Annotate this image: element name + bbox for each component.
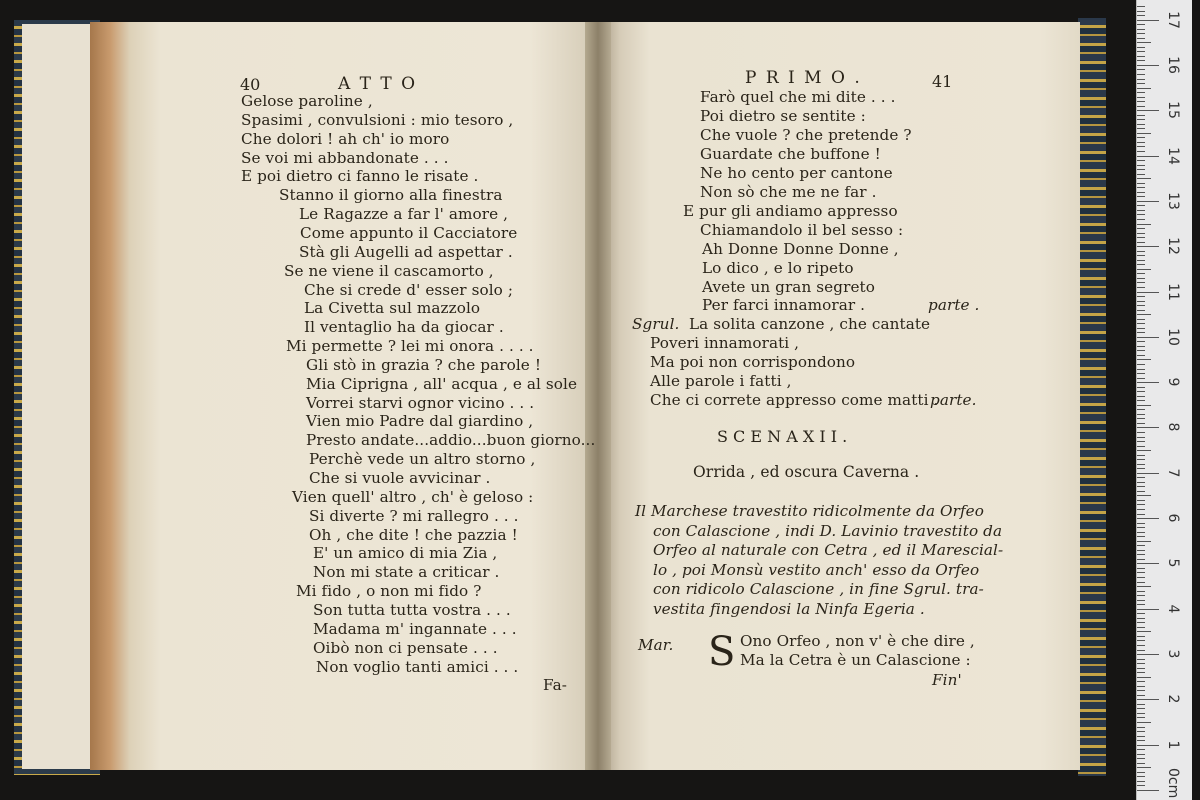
ruler-tick	[1137, 219, 1145, 220]
verse-line: Vorrei starvi ognor vicino . . .	[306, 393, 535, 412]
ruler-tick	[1137, 20, 1159, 21]
ruler-tick	[1137, 97, 1145, 98]
ruler-tick	[1137, 214, 1145, 215]
ruler-tick	[1137, 740, 1145, 741]
ruler-tick	[1137, 722, 1151, 723]
ruler-tick	[1137, 115, 1145, 116]
stage-direction-line: con Calascione , indi D. Lavinio travestito da	[653, 521, 1003, 540]
ruler-tick	[1137, 332, 1145, 333]
ruler-tick	[1137, 287, 1145, 288]
verse-line: Guardate che buffone !	[700, 144, 881, 163]
ruler-tick	[1137, 758, 1145, 759]
ruler-tick	[1137, 459, 1145, 460]
ruler-tick	[1137, 42, 1151, 43]
ruler-tick	[1137, 464, 1145, 465]
verse-line: Ah Donne Donne Donne ,	[702, 239, 899, 258]
ruler-tick	[1137, 717, 1145, 718]
ruler-tick	[1137, 600, 1145, 601]
ruler-number: 1	[1165, 740, 1181, 750]
speech-line: La solita canzone , che cantate	[689, 315, 931, 333]
ruler-tick	[1137, 373, 1145, 374]
ruler-tick	[1137, 47, 1145, 48]
ruler-number: 13	[1165, 191, 1181, 210]
ruler-tick	[1137, 350, 1145, 351]
ruler-tick	[1137, 301, 1145, 302]
ruler-tick	[1137, 514, 1145, 515]
ruler-tick	[1137, 482, 1145, 483]
ruler-tick	[1137, 187, 1145, 188]
left-running-head: A T T O	[338, 74, 418, 94]
ruler-tick	[1137, 278, 1145, 279]
ruler-tick	[1137, 713, 1145, 714]
ruler-tick	[1137, 418, 1145, 419]
verse-line: Gelose paroline ,	[241, 92, 373, 110]
ruler-tick	[1137, 586, 1151, 587]
verse-line: Che dolori ! ah ch' io moro	[241, 129, 450, 148]
ruler-tick	[1137, 273, 1145, 274]
ruler-tick	[1137, 604, 1145, 605]
ruler-tick	[1137, 736, 1145, 737]
ruler-tick	[1137, 6, 1145, 7]
ruler-tick	[1137, 337, 1159, 338]
ruler-tick	[1137, 663, 1145, 664]
ruler-tick	[1137, 591, 1145, 592]
ruler-number: 14	[1165, 146, 1181, 165]
ruler-tick	[1137, 69, 1145, 70]
ruler-tick	[1137, 387, 1145, 388]
ruler-tick	[1137, 450, 1151, 451]
ruler-tick	[1137, 106, 1145, 107]
ruler-tick	[1137, 749, 1145, 750]
ruler-tick	[1137, 446, 1145, 447]
ruler-tick	[1137, 409, 1145, 410]
ruler-tick	[1137, 491, 1145, 492]
ruler-tick	[1137, 654, 1159, 655]
ruler-tick	[1137, 582, 1145, 583]
ruler-tick	[1137, 224, 1151, 225]
ruler-tick	[1137, 754, 1145, 755]
ruler-tick	[1137, 699, 1159, 700]
verse-line: La Civetta sul mazzolo	[304, 299, 481, 318]
verse-line: Se voi mi abbandonate . . .	[241, 148, 449, 167]
ruler-tick	[1137, 572, 1145, 573]
book-cover-right	[1078, 18, 1106, 776]
ruler-tick	[1137, 364, 1145, 365]
ruler-tick	[1137, 124, 1145, 125]
ruler-tick	[1137, 437, 1145, 438]
ruler-tick	[1137, 15, 1145, 16]
ruler-tick	[1137, 545, 1145, 546]
stage-direction-line: lo , poi Monsù vestito anch' esso da Orfeo	[653, 560, 980, 579]
ruler-tick	[1137, 146, 1145, 147]
ruler-number: 0cm	[1165, 768, 1181, 799]
ruler-tick	[1137, 790, 1159, 791]
ruler-tick	[1137, 251, 1145, 252]
verse-line: Avete un gran segreto	[702, 277, 875, 296]
ruler-tick	[1137, 133, 1151, 134]
ruler-tick	[1137, 414, 1145, 415]
ruler-tick	[1137, 477, 1145, 478]
ruler-tick	[1137, 563, 1159, 564]
verse-line: Non sò che me ne far .	[700, 182, 877, 201]
ruler-number: 8	[1165, 422, 1181, 432]
verse-line: Vien quell' altro , ch' è geloso :	[292, 487, 534, 506]
ruler-number: 16	[1165, 55, 1181, 74]
ruler-tick	[1137, 554, 1145, 555]
scene-title: S C E N A X I I .	[717, 427, 848, 446]
verse-line: Che vuole ? che pretende ?	[700, 125, 912, 144]
ruler-tick	[1137, 323, 1145, 324]
ruler-tick	[1137, 781, 1145, 782]
ruler-number: 5	[1165, 558, 1181, 568]
ruler-tick	[1137, 314, 1151, 315]
ruler-tick	[1137, 427, 1159, 428]
speaker-mar: Mar.	[638, 636, 674, 654]
ruler-tick	[1137, 727, 1145, 728]
ruler-tick	[1137, 246, 1159, 247]
verse-line: Madama m' ingannate . . .	[313, 619, 517, 638]
ruler-tick	[1137, 405, 1151, 406]
ruler-tick	[1137, 636, 1145, 637]
ruler-tick	[1137, 645, 1145, 646]
ruler-tick	[1137, 400, 1145, 401]
ruler-tick	[1137, 541, 1151, 542]
ruler-number: 3	[1165, 649, 1181, 659]
ruler-number: 15	[1165, 101, 1181, 120]
ruler-tick	[1137, 650, 1145, 651]
verse-line: Farò quel che mi dite . . .	[700, 88, 896, 106]
ruler-tick	[1137, 92, 1145, 93]
stage-direction-line: con ridicolo Calascione , in fine Sgrul. tra-	[653, 580, 984, 598]
ruler-tick	[1137, 677, 1151, 678]
ruler-tick	[1137, 174, 1145, 175]
ruler-number: 9	[1165, 377, 1181, 387]
speech-line: Che ci correte appresso come matti .	[650, 391, 939, 409]
ruler-tick	[1137, 88, 1151, 89]
stage-direction-line: Il Marchese travestito ridicolmente da Orfeo	[635, 502, 985, 520]
ruler-tick	[1137, 101, 1145, 102]
verse-line: Chiamandolo il bel sesso :	[700, 220, 904, 239]
verse-line: Come appunto il Cacciatore	[300, 223, 518, 242]
ruler-tick	[1137, 468, 1145, 469]
ruler-number: 7	[1165, 468, 1181, 478]
ruler-tick	[1137, 609, 1159, 610]
ruler-tick	[1137, 165, 1145, 166]
ruler-tick	[1137, 24, 1145, 25]
speech-line: Ma la Cetra è un Calascione :	[740, 651, 971, 669]
ruler-tick	[1137, 659, 1145, 660]
speech-line: Poveri innamorati ,	[650, 334, 800, 352]
ruler-tick	[1137, 255, 1145, 256]
verse-line: Non voglio tanti amici . . .	[316, 657, 519, 676]
ruler-tick	[1137, 205, 1145, 206]
ruler-tick	[1137, 29, 1145, 30]
ruler-tick	[1137, 160, 1145, 161]
ruler-tick	[1137, 119, 1145, 120]
ruler-tick	[1137, 785, 1145, 786]
ruler-tick	[1137, 65, 1159, 66]
ruler-tick	[1137, 708, 1145, 709]
ruler-tick	[1137, 681, 1145, 682]
verse-line: Mia Ciprigna , all' acqua , e al sole	[306, 374, 578, 393]
ruler-tick	[1137, 500, 1145, 501]
ruler-tick	[1137, 509, 1145, 510]
right-page-number: 41	[932, 72, 953, 91]
ruler-tick	[1137, 527, 1145, 528]
ruler-tick	[1137, 292, 1159, 293]
verse-line: Mi fido , o non mi fido ?	[296, 582, 482, 601]
ruler-tick	[1137, 536, 1145, 537]
ruler-tick	[1137, 201, 1159, 202]
ruler-tick	[1137, 11, 1145, 12]
ruler-tick	[1137, 328, 1145, 329]
ruler-tick	[1137, 772, 1145, 773]
ruler-tick	[1137, 550, 1145, 551]
ruler-tick	[1137, 237, 1145, 238]
ruler-tick	[1137, 60, 1145, 61]
ruler-tick	[1137, 532, 1145, 533]
exit-direction-1: parte .	[928, 296, 980, 314]
verse-line: Che si crede d' esser solo ;	[304, 280, 514, 299]
ruler-tick	[1137, 169, 1145, 170]
ruler-tick	[1137, 622, 1145, 623]
ruler-tick	[1137, 83, 1145, 84]
ruler-tick	[1137, 137, 1145, 138]
ruler-tick	[1137, 518, 1159, 519]
ruler-tick	[1137, 305, 1145, 306]
verse-line: Spasimi , convulsioni : mio tesoro ,	[241, 110, 514, 129]
ruler-tick	[1137, 51, 1145, 52]
verse-line: Ne ho cento per cantone	[700, 163, 893, 182]
ruler-tick	[1137, 233, 1145, 234]
ruler-tick	[1137, 745, 1159, 746]
ruler-tick	[1137, 269, 1151, 270]
ruler-tick	[1137, 110, 1159, 111]
verse-line: Stanno il giorno alla finestra	[279, 186, 503, 205]
speech-line: Ono Orfeo , non v' è che dire ,	[740, 632, 975, 650]
ruler-tick	[1137, 178, 1151, 179]
ruler-tick	[1137, 346, 1145, 347]
ruler-tick	[1137, 355, 1145, 356]
ruler-tick	[1137, 767, 1151, 768]
ruler-tick	[1137, 559, 1145, 560]
book-gutter	[585, 22, 611, 770]
ruler-tick	[1137, 631, 1151, 632]
ruler-number: 10	[1165, 327, 1181, 346]
verse-line: Che si vuole avvicinar .	[309, 469, 491, 487]
verse-line: Il ventaglio ha da giocar .	[304, 318, 504, 337]
ruler-tick	[1137, 156, 1159, 157]
ruler-tick	[1137, 264, 1145, 265]
ruler-tick	[1137, 391, 1145, 392]
ruler-tick	[1137, 210, 1145, 211]
ruler-number: 4	[1165, 604, 1181, 614]
verse-line: Oh , che dite ! che pazzia !	[309, 525, 518, 544]
verse-line: Vien mio Padre dal giardino ,	[306, 412, 534, 431]
right-catchword: Fin'	[932, 671, 962, 689]
ruler-tick	[1137, 690, 1145, 691]
ruler-tick	[1137, 359, 1151, 360]
ruler-tick	[1137, 473, 1159, 474]
speech-line: Ma poi non corrispondono	[650, 353, 856, 371]
ruler-number: 11	[1165, 282, 1181, 301]
ruler-tick	[1137, 423, 1145, 424]
verse-line: E' un amico di mia Zia ,	[313, 544, 498, 563]
speech-line: Alle parole i fatti ,	[650, 372, 792, 390]
verse-line: Lo dico , e lo ripeto	[702, 258, 854, 277]
verse-line: Oibò non ci pensate . . .	[313, 638, 498, 657]
right-running-head: P R I M O .	[745, 68, 862, 88]
stage-direction-line: Orfeo al naturale con Cetra , ed il Marescial-	[653, 541, 1004, 559]
ruler-tick	[1137, 142, 1145, 143]
ruler-tick	[1137, 486, 1145, 487]
ruler-tick	[1137, 260, 1145, 261]
ruler-tick	[1137, 38, 1145, 39]
ruler-tick	[1137, 79, 1145, 80]
ruler-tick	[1137, 504, 1145, 505]
verse-line: Perchè vede un altro storno ,	[309, 450, 536, 469]
verse-line: Si diverte ? mi rallegro . . .	[309, 506, 519, 525]
verse-line: Le Ragazze a far l' amore ,	[299, 205, 509, 224]
measuring-ruler	[1136, 0, 1192, 800]
ruler-number: 6	[1165, 513, 1181, 523]
stage-direction-line: vestita fingendosi la Ninfa Egeria .	[653, 599, 925, 618]
speaker-sgrul: Sgrul.	[632, 315, 680, 333]
ruler-tick	[1137, 776, 1145, 777]
ruler-tick	[1137, 595, 1145, 596]
verse-line: Non mi state a criticar .	[313, 563, 500, 582]
ruler-tick	[1137, 228, 1145, 229]
ruler-tick	[1137, 378, 1145, 379]
verse-line: Stà gli Augelli ad aspettar .	[299, 242, 513, 261]
verse-line: E pur gli andiamo appresso	[683, 201, 898, 220]
ruler-tick	[1137, 183, 1145, 184]
ruler-tick	[1137, 242, 1145, 243]
ruler-number: 12	[1165, 237, 1181, 256]
ruler-tick	[1137, 577, 1145, 578]
verse-line: Son tutta tutta vostra . . .	[313, 600, 511, 619]
ruler-tick	[1137, 56, 1145, 57]
ruler-tick	[1137, 192, 1145, 193]
ruler-number: 17	[1165, 10, 1181, 29]
ruler-tick	[1137, 441, 1145, 442]
ruler-tick	[1137, 319, 1145, 320]
ruler-tick	[1137, 686, 1145, 687]
left-page-number: 40	[240, 75, 261, 94]
ruler-tick	[1137, 695, 1145, 696]
drop-cap: S	[708, 629, 736, 675]
ruler-tick	[1137, 369, 1145, 370]
ruler-tick	[1137, 74, 1145, 75]
ruler-tick	[1137, 568, 1145, 569]
ruler-tick	[1137, 196, 1145, 197]
left-catchword: Fa-	[543, 676, 567, 694]
ruler-tick	[1137, 382, 1159, 383]
ruler-tick	[1137, 763, 1145, 764]
ruler-tick	[1137, 396, 1145, 397]
ruler-tick	[1137, 613, 1145, 614]
ruler-tick	[1137, 627, 1145, 628]
ruler-tick	[1137, 495, 1151, 496]
ruler-tick	[1137, 151, 1145, 152]
ruler-tick	[1137, 618, 1145, 619]
verse-line: Per farci innamorar .	[702, 296, 866, 315]
ruler-tick	[1137, 668, 1145, 669]
ruler-tick	[1137, 640, 1145, 641]
scene-setting: Orrida , ed oscura Caverna .	[693, 463, 920, 481]
exit-direction-2: parte.	[930, 391, 977, 409]
verse-line: Poi dietro se sentite :	[700, 106, 866, 125]
verse-line: Gli stò in grazia ? che parole !	[306, 355, 542, 374]
ruler-tick	[1137, 672, 1145, 673]
ruler-tick	[1137, 523, 1145, 524]
ruler-tick	[1137, 282, 1145, 283]
ruler-tick	[1137, 128, 1145, 129]
ruler-tick	[1137, 296, 1145, 297]
ruler-tick	[1137, 455, 1145, 456]
verse-line: Mi permette ? lei mi onora . . . .	[286, 337, 534, 356]
ruler-tick	[1137, 432, 1145, 433]
verse-line: Presto andate...addio...buon giorno...	[306, 431, 596, 450]
ruler-tick	[1137, 33, 1145, 34]
ruler-number: 2	[1165, 694, 1181, 704]
ruler-tick	[1137, 704, 1145, 705]
verse-line: Se ne viene il cascamorto ,	[284, 261, 494, 280]
ruler-tick	[1137, 731, 1145, 732]
verse-line: E poi dietro ci fanno le risate .	[241, 167, 479, 186]
ruler-tick	[1137, 341, 1145, 342]
ruler-tick	[1137, 310, 1145, 311]
